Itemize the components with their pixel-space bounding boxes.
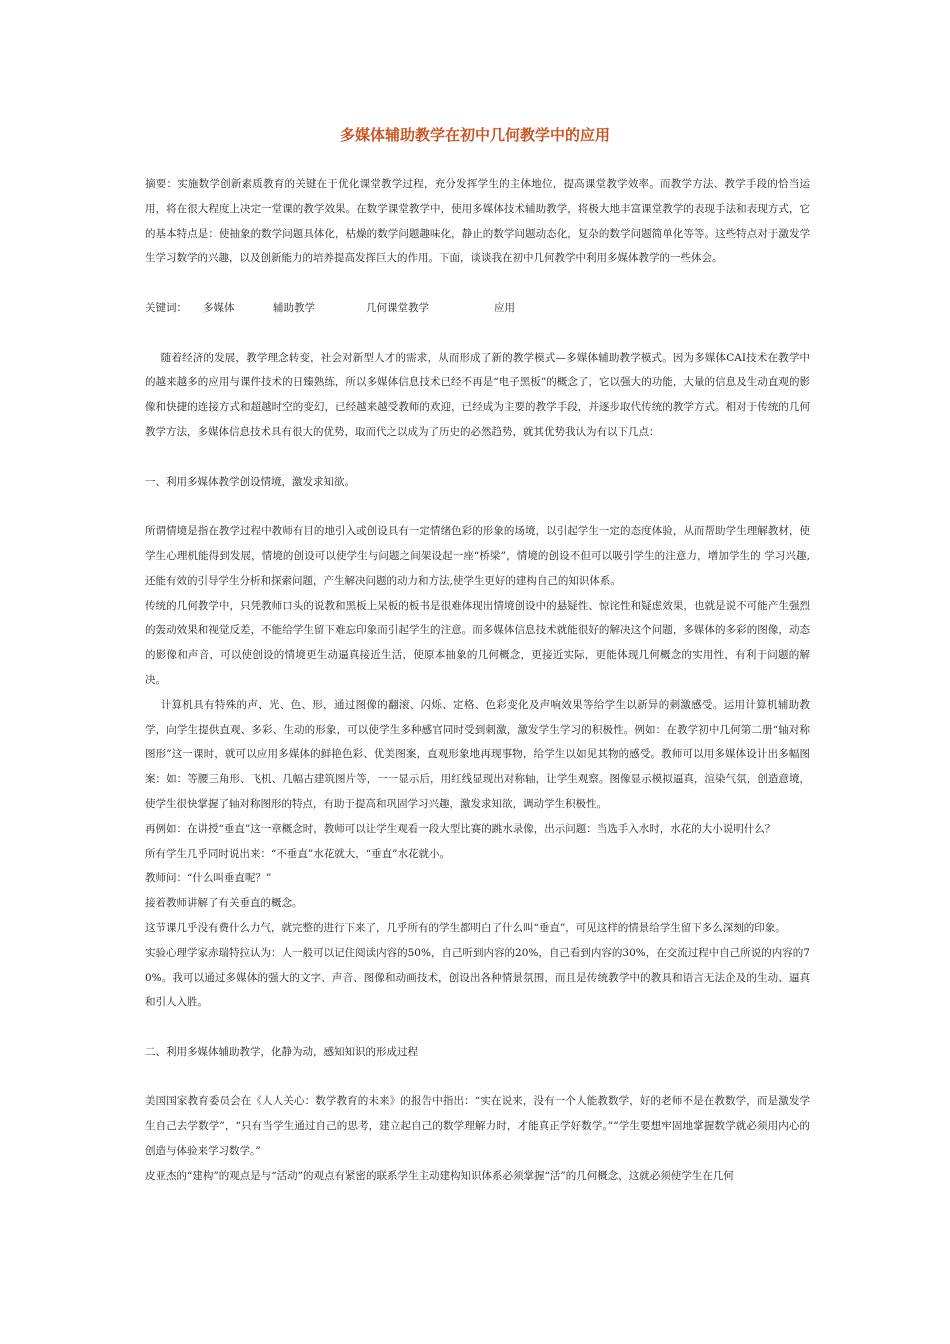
body-paragraph: 所有学生几乎同时说出来：“不垂直”水花就大，“垂直”水花就小。: [145, 847, 450, 860]
keywords-line: [145, 296, 810, 321]
keyword-item: 几何课堂教学: [366, 301, 429, 314]
body-paragraph: 教师问：“什么叫垂直呢？”: [145, 872, 272, 885]
body-paragraph: 美国国家教育委员会在《人人关心：数学教育的未来》的报告中指出：“实在说来，没有一个人能教数学，好的老师不是在教数学，而是激发学生自己去学数学”，“只有当学生通过自己的思考，建立起自己的数学理解力时，才能真正学好数学。”“学生要想牢固地掌握数学就必须用内心的创造与体验来学习数学。”: [145, 1095, 810, 1158]
body-paragraph: 这节课几乎没有费什么力气，就完整的进行下来了，几乎所有的学生都明白了什么叫“垂直”，可见这样的情景给学生留下多么深刻的印象。: [145, 921, 786, 934]
section-heading: 一、利用多媒体教学创设情境，激发求知欲。: [145, 475, 355, 488]
abstract-paragraph: 摘要：实施数学创新素质教育的关键在于优化课堂教学过程，充分发挥学生的主体地位，提高课堂教学效率。而教学方法、教学手段的恰当运用，将在很大程度上决定一堂课的教学效果。在数学课堂教学中，使用多媒体技术辅助教学，将极大地丰富课堂教学的表现手法和表现方式，它的基本特点是：使抽象的数学问题具体化，枯燥的数学问题趣味化，静止的数学问题动态化，复杂的数学问题简单化等等。这些特点对于激发学生学习数学的兴趣，以及创新能力的培养提高发挥巨大的作用。下面，谈谈我在初中几何教学中利用多媒体教学的一些体会。: [145, 178, 810, 265]
body-paragraph: 计算机具有特殊的声、光、色、形，通过图像的翻滚、闪烁、定格、色彩变化及声响效果等给学生以新异的刺激感受。运用计算机辅助教学，向学生提供直观、多彩、生动的形象，可以使学生多种感官同时受到刺激，激发学生学习的积极性。例如：在教学初中几何第二册“轴对称图形”这一课时，就可以应用多媒体的鲜艳色彩、优美图案，直观形象地再现事物，给学生以如见其物的感受。教师可以用多媒体设计出多幅图案：如：等腰三角形、飞机、几幅古建筑图片等，一一显示后，用红线显现出对称轴，让学生观察。图像显示模拟逼真，渲染气氛，创造意境，使学生很快掌握了轴对称图形的特点，有助于提高和巩固学习兴趣，激发求知欲，调动学生积极性。: [145, 698, 810, 810]
spacer: [145, 1065, 810, 1090]
body-paragraph: 接着教师讲解了有关垂直的概念。: [145, 897, 303, 910]
body-paragraph: 再例如：在讲授“垂直”这一章概念时，教师可以让学生观看一段大型比赛的跳水录像，出示问题：当选手入水时，水花的大小说明什么？: [145, 822, 776, 835]
body-paragraph: 所谓情境是指在教学过程中教师有目的地引入或创设具有一定情绪色彩的形象的场境，以引起学生一定的态度体验，从而帮助学生理解教材，使学生心理机能得到发展，情境的创设可以使学生与问题之间架设起一座“桥梁”，情境的创设不但可以吸引学生的注意力，增加学生的 学习兴趣,还能有效的引导学生分析和探索问题，产生解决问题的动力和方法,使学生更好的建构自己的知识体系。: [145, 525, 810, 587]
keyword-item: 应用: [494, 301, 515, 314]
body-paragraph: 实验心理学家赤瑞特拉认为：人一般可以记住阅读内容的50%，自己听到内容的20%，自己看到内容的30%，在交流过程中自己所说的内容的70%。我可以通过多媒体的强大的文字、声音、图像和动画技术，创设出各种情景氛围，而且是传统教学中的教具和语言无法企及的生动、逼真和引人入胜。: [145, 946, 810, 1009]
keyword-item: 辅助教学: [273, 301, 315, 314]
spacer: [145, 1015, 810, 1040]
keywords-label: 关键词：: [145, 301, 187, 314]
body-paragraph: 传统的几何教学中，只凭教师口头的说教和黑板上呆板的板书是很难体现出情境创设中的悬疑性、惊诧性和疑虑效果，也就是说不可能产生强烈的轰动效果和视觉反差，不能给学生留下难忘印象而引起学生的注意。而多媒体信息技术就能很好的解决这个问题，多媒体的多彩的图像，动态的影像和声音，可以使创设的情境更生动逼真接近生活，使原本抽象的几何概念，更接近实际，更能体现几何概念的实用性，有利于问题的解决。: [145, 599, 810, 686]
section-heading: 二、利用多媒体辅助教学，化静为动，感知知识的形成过程: [145, 1045, 418, 1058]
spacer: [145, 445, 810, 470]
intro-paragraph: 随着经济的发展，教学理念转变，社会对新型人才的需求，从而形成了新的教学模式—多媒体辅助教学模式。因为多媒体CAI技术在教学中的越来越多的应用与课件技术的日臻熟练，所以多媒体信息技术已经不再是“电子黑板”的概念了，它以强大的功能，大量的信息及生动直观的影像和快捷的连接方式和超越时空的变幻，已经越来越受教师的欢迎，已经成为主要的教学手段，并逐步取代传统的教学方式。相对于传统的几何教学方法，多媒体信息技术具有很大的优势，取而代之以成为了历史的必然趋势，就其优势我认为有以下几点：: [145, 351, 810, 438]
keyword-item: 多媒体: [203, 301, 235, 314]
spacer: [145, 271, 810, 296]
spacer: [145, 494, 810, 519]
document-title: 多媒体辅助教学在初中几何教学中的应用: [339, 126, 610, 144]
document-body: [145, 172, 810, 1189]
body-paragraph: 皮亚杰的“建构”的观点是与“活动”的观点有紧密的联系学生主动建构知识体系必须掌握“活”的几何概念，这就必须使学生在几何: [145, 1169, 734, 1182]
spacer: [145, 321, 810, 346]
